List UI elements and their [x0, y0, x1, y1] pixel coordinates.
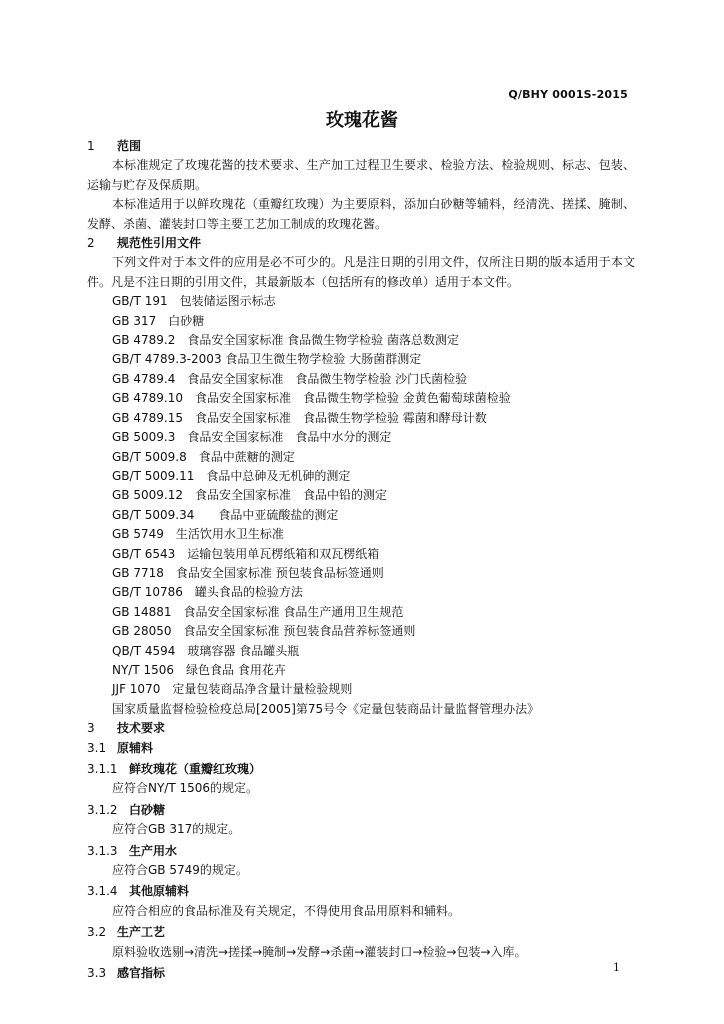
subsection-3-1-1-heading [87, 760, 635, 779]
paragraph: 应符合相应的食品标准及有关规定，不得使用食品用原料和辅料。 [112, 903, 461, 918]
section-number: 3 [87, 721, 95, 736]
reference-item: GB/T 5009.11 食品中总砷及无机砷的测定 [112, 468, 351, 483]
section-title: 生产用水 [129, 843, 178, 858]
document-title: 玫瑰花酱 [326, 110, 398, 131]
section-title: 感官指标 [117, 966, 166, 981]
paragraph: 应符合GB 317的规定。 [112, 822, 241, 837]
section-title: 规范性引用文件 [117, 236, 202, 251]
reference-item: GB/T 10786 罐头食品的检验方法 [112, 585, 303, 600]
reference-item: GB/T 4789.3-2003 食品卫生微生物学检验 大肠菌群测定 [112, 352, 422, 367]
document-body [87, 137, 635, 983]
reference-item: GB 4789.10 食品安全国家标准 食品微生物学检验 金黄色葡萄球菌检验 [112, 391, 511, 406]
section-number: 3.1.4 [87, 884, 118, 899]
reference-item: GB 7718 食品安全国家标准 预包装食品标签通则 [112, 565, 384, 580]
reference-item: GB 5749 生活饮用水卫生标准 [112, 527, 284, 542]
section-title: 技术要求 [117, 721, 166, 736]
paragraph: 下列文件对于本文件的应用是必不可少的。凡是注日期的引用文件，仅所注日期的版本适用于本文件。凡是不注日期的引用文件，其最新版本（包括所有的修改单）适用于本文件。 [87, 255, 635, 289]
paragraph: 原料验收选剔→清洗→搓揉→腌制→发酵→杀菌→灌装封口→检验→包装→入库。 [112, 944, 527, 959]
reference-item: GB/T 191 包装储运图示标志 [112, 294, 276, 309]
reference-item: JJF 1070 定量包装商品净含量计量检验规则 [112, 682, 353, 697]
subsection-3-3-heading [87, 964, 635, 983]
reference-item: GB 14881 食品安全国家标准 食品生产通用卫生规范 [112, 604, 404, 619]
reference-item: GB 4789.15 食品安全国家标准 食品微生物学检验 霉菌和酵母计数 [112, 410, 487, 425]
reference-item: GB 5009.3 食品安全国家标准 食品中水分的测定 [112, 430, 392, 445]
reference-item: GB 4789.4 食品安全国家标准 食品微生物学检验 沙门氏菌检验 [112, 371, 468, 386]
reference-item: 国家质量监督检验检疫总局[2005]第75号令《定量包装商品计量监督管理办法》 [112, 701, 540, 716]
reference-item: GB/T 5009.8 食品中蔗糖的测定 [112, 449, 295, 464]
reference-item: GB 4789.2 食品安全国家标准 食品微生物学检验 菌落总数测定 [112, 333, 459, 348]
page-number: 1 [613, 961, 620, 974]
paragraph: 应符合GB 5749的规定。 [112, 863, 248, 878]
subsection-3-1-3-heading [87, 842, 635, 861]
section-number: 3.1.3 [87, 843, 118, 858]
reference-item: GB 28050 食品安全国家标准 预包装食品营养标签通则 [112, 624, 416, 639]
paragraph: 本标准规定了玫瑰花酱的技术要求、生产加工过程卫生要求、检验方法、检验规则、标志、包装、运输与贮存及保质期。 [87, 158, 635, 192]
reference-item: GB/T 6543 运输包装用单瓦楞纸箱和双瓦楞纸箱 [112, 546, 380, 561]
reference-item: QB/T 4594 玻璃容器 食品罐头瓶 [112, 643, 300, 658]
section-number: 3.1 [87, 740, 107, 755]
subsection-3-2-heading [87, 923, 635, 942]
section-number: 3.1.1 [87, 762, 118, 776]
section-title: 原辅料 [117, 740, 154, 755]
subsection-3-1-heading [87, 739, 635, 758]
section-title: 鲜玫瑰花（重瓣红玫瑰） [129, 762, 262, 776]
subsection-3-1-4-heading [87, 882, 635, 901]
section-number: 2 [87, 236, 95, 251]
section-3-heading [87, 719, 635, 738]
section-title: 范围 [117, 139, 142, 153]
reference-item: GB/T 5009.34 食品中亚硫酸盐的测定 [112, 507, 339, 522]
section-title: 白砂糖 [129, 802, 166, 817]
section-number: 3.1.2 [87, 802, 118, 817]
paragraph: 本标准适用于以鲜玫瑰花（重瓣红玫瑰）为主要原料，添加白砂糖等辅料，经清洗、搓揉、腌制、发酵、杀菌、灌装封口等主要工艺加工制成的玫瑰花酱。 [87, 197, 635, 231]
section-number: 3.2 [87, 925, 107, 940]
reference-item: GB 317 白砂糖 [112, 313, 205, 328]
section-1-heading [87, 137, 635, 156]
section-2-heading [87, 234, 635, 253]
section-number: 1 [87, 139, 95, 153]
section-title: 生产工艺 [117, 925, 166, 940]
subsection-3-1-2-heading [87, 801, 635, 820]
reference-item: NY/T 1506 绿色食品 食用花卉 [112, 662, 286, 677]
paragraph: 应符合NY/T 1506的规定。 [112, 781, 259, 796]
standard-code: Q/BHY 0001S-2015 [508, 88, 628, 101]
section-title: 其他原辅料 [129, 884, 190, 899]
reference-item: GB 5009.12 食品安全国家标准 食品中铅的测定 [112, 488, 387, 503]
section-number: 3.3 [87, 966, 107, 981]
